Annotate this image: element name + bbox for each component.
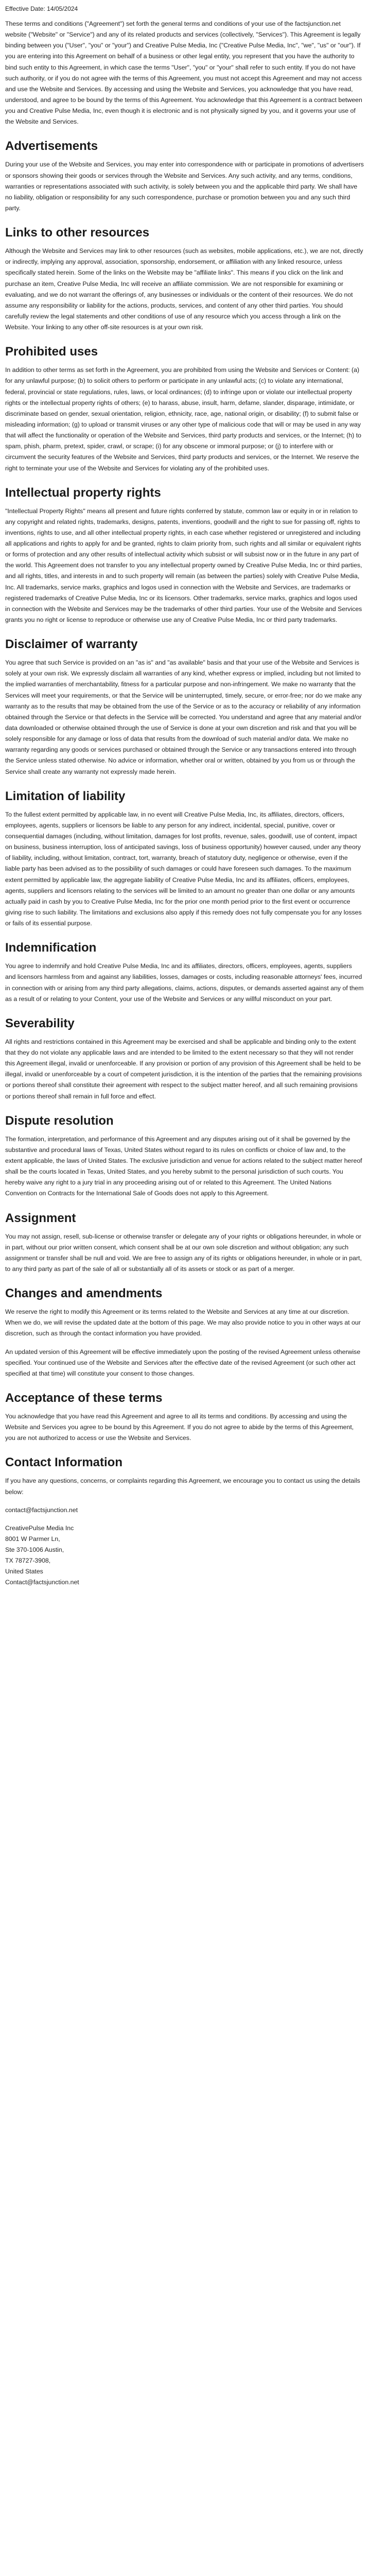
contact-address bbox=[5, 1523, 364, 1588]
section-indemnification bbox=[5, 940, 364, 1005]
address-line: 8001 W Parmer Ln, bbox=[5, 1535, 60, 1543]
section-heading: Assignment bbox=[5, 1211, 76, 1225]
contact-email-link[interactable]: contact@factsjunction.net bbox=[5, 1506, 78, 1514]
contact-paragraph: If you have any questions, concerns, or complaints regarding this Agreement, we encourage you to contact us using the details below: bbox=[5, 1477, 360, 1496]
section-paragraph: You acknowledge that you have read this Agreement and agree to all its terms and conditions. By accessing and using the Website and Services you agree to be bound by this Agreement. If you do not agree to abide by the terms of this Agreement, you are not authorized to access or use the Website and Services. bbox=[5, 1412, 354, 1442]
section-paragraph: Although the Website and Services may link to other resources (such as websites, mobile applications, etc.), we are not, directly or indirectly, implying any approval, association, sponsorship, endorsement, or affiliation with any linked resource, unless specifically stated herein. Some of the links on the Website may be "affiliate links". This means if you click on the link and purchase an item, Creative Pulse Media, Inc will receive an affiliate commission. We are not responsible for examining or evaluating, and we do not warrant the offerings of, any businesses or individuals or the content of their resources. We do not assume any responsibility or liability for the actions, products, services, and content of any other third parties. You should carefully review the legal statements and other conditions of use of any resource which you access through a link on the Website. Your linking to any other off-site resources is at your own risk. bbox=[5, 247, 363, 331]
section-paragraph: You may not assign, resell, sub-license or otherwise transfer or delegate any of your rights or obligations hereunder, in whole or in part, without our prior written consent, which consent shall be at our own sole discretion and without obligation; any such assignment or transfer shall be null and void. We are free to assign any of its rights or obligations hereunder, in whole or in part, to any third party as part of the sale of all or substantially all of its assets or stock or as part of a merger. bbox=[5, 1232, 362, 1273]
section-paragraph: The formation, interpretation, and performance of this Agreement and any disputes arising out of it shall be governed by the substantive and procedural laws of Texas, United States without regard to its rules on conflicts or choice of law and, to the extent applicable, the laws of United States. The exclusive jurisdiction and venue for actions related to the subject matter hereof shall be the courts located in Texas, United States, and you hereby submit to the personal jurisdiction of such courts. You hereby waive any right to a jury trial in any proceeding arising out of or related to this Agreement. The United Nations Convention on Contracts for the International Sale of Goods does not apply to this Agreement. bbox=[5, 1135, 362, 1197]
section-paragraph: During your use of the Website and Services, you may enter into correspondence with or participate in promotions of advertisers or sponsors showing their goods or services through the Website and Services. Any such activity, and any terms, conditions, warranties or representations associated with such activity, is solely between you and the applicable third party. We shall have no liability, obligation or responsibility for any such correspondence, purchase or promotion between you and any such third party. bbox=[5, 161, 364, 212]
address-line: United States bbox=[5, 1568, 43, 1575]
section-paragraph: An updated version of this Agreement will be effective immediately upon the posting of the revised Agreement unless otherwise specified. Your continued use of the Website and Services after the effective date of the revised Agreement (or such other act specified at that time) will constitute your consent to those changes. bbox=[5, 1348, 361, 1377]
address-line: TX 78727-3908, bbox=[5, 1557, 51, 1565]
section-heading: Changes and amendments bbox=[5, 1286, 163, 1301]
section-dispute-resolution bbox=[5, 1113, 364, 1199]
section-heading: Advertisements bbox=[5, 139, 98, 154]
section-severability bbox=[5, 1016, 364, 1102]
section-paragraph: All rights and restrictions contained in this Agreement may be exercised and shall be applicable and binding only to the extent that they do not violate any applicable laws and are intended to be limited to the extent necessary so that they will not render this Agreement illegal, invalid or unenforceable. If any provision or portion of any provision of this Agreement shall be held to be illegal, invalid or unenforceable by a court of competent jurisdiction, it is the intention of the parties that the remaining provisions or portions thereof shall constitute their agreement with respect to the subject matter hereof, and all such remaining provisions or portions thereof shall remain in full force and effect. bbox=[5, 1038, 362, 1100]
section-changes-and-amendments bbox=[5, 1286, 364, 1379]
section-heading: Dispute resolution bbox=[5, 1113, 114, 1128]
section-links-to-other-resources bbox=[5, 225, 364, 333]
address-line: Contact@factsjunction.net bbox=[5, 1579, 79, 1586]
section-acceptance-of-these-terms bbox=[5, 1391, 364, 1444]
section-paragraph: In addition to other terms as set forth in the Agreement, you are prohibited from using the Website and Services or Content: (a) for any unlawful purpose; (b) to solicit others to perform or participate in any unlawful acts; (c) to violate any international, federal, provincial or state regulations, rules, laws, or local ordinances; (d) to infringe upon or violate our intellectual property rights or the intellectual property rights of others; (e) to harass, abuse, insult, harm, defame, slander, disparage, intimidate, or discriminate based on gender, sexual orientation, religion, ethnicity, race, age, national origin, or disability; (f) to submit false or misleading information; (g) to upload or transmit viruses or any other type of malicious code that will or may be used in any way that will affect the functionality or operation of the Website and Services, third party products and services, or the Internet; (h) to spam, phish, pharm, pretext, spider, crawl, or scrape; (i) for any obscene or immoral purpose; or (j) to interfere with or circumvent the security features of the Website and Services, third party products and services, or the Internet. We reserve the right to terminate your use of the Website and Services for violating any of the prohibited uses. bbox=[5, 366, 361, 472]
section-limitation-of-liability bbox=[5, 789, 364, 929]
section-prohibited-uses bbox=[5, 344, 364, 473]
section-heading: Indemnification bbox=[5, 941, 97, 955]
section-heading: Links to other resources bbox=[5, 226, 150, 240]
terms-sections bbox=[5, 139, 364, 1444]
section-advertisements bbox=[5, 139, 364, 214]
section-paragraph: You agree to indemnify and hold Creative Pulse Media, Inc and its affiliates, directors, officers, employees, agents, suppliers and licensors harmless from and against any liabilities, losses, damages or costs, including reasonable attorneys' fees, incurred in connection with or arising from any third party allegations, claims, actions, disputes, or demands asserted against any of them as a result of or relating to your Content, your use of the Website and Services or any willful misconduct on your part. bbox=[5, 962, 364, 1003]
section-paragraph: "Intellectual Property Rights" means all present and future rights conferred by statute, common law or equity in or in relation to any copyright and related rights, trademarks, designs, patents, inventions, goodwill and the right to sue for passing off, rights to inventions, rights to use, and all other intellectual property rights, in each case whether registered or unregistered and including all applications and rights to apply for and be granted, rights to claim priority from, such rights and all similar or equivalent rights or forms of protection and any other results of intellectual activity which subsist or will subsist now or in the future in any part of the world. This Agreement does not transfer to you any intellectual property owned by Creative Pulse Media, Inc or third parties, and all rights, titles, and interests in and to such property will remain (as between the parties) solely with Creative Pulse Media, Inc. All trademarks, service marks, graphics and logos used in connection with the Website and Services, are trademarks or registered trademarks of Creative Pulse Media, Inc or its licensors. Other trademarks, service marks, graphics and logos used in connection with the Website and Services may be the trademarks of other third parties. Your use of the Website and Services grants you no right or license to reproduce or otherwise use any of Creative Pulse Media, Inc or third party trademarks. bbox=[5, 507, 362, 624]
address-line: CreativePulse Media Inc bbox=[5, 1524, 74, 1532]
section-assignment bbox=[5, 1211, 364, 1275]
address-line: Ste 370-1006 Austin, bbox=[5, 1546, 64, 1554]
section-paragraph: We reserve the right to modify this Agreement or its terms related to the Website and Services at any time at our discretion. When we do, we will revise the updated date at the bottom of this page. We may also provide notice to you in other ways at our discretion, such as through the contact information you have provided. bbox=[5, 1308, 361, 1337]
contact-email-paragraph bbox=[5, 1505, 364, 1516]
section-heading: Acceptance of these terms bbox=[5, 1391, 163, 1405]
section-heading: Limitation of liability bbox=[5, 789, 126, 803]
section-paragraph: To the fullest extent permitted by applicable law, in no event will Creative Pulse Media, Inc, its affiliates, directors, officers, employees, agents, suppliers or licensors be liable to any person for any indirect, incidental, special, punitive, cover or consequential damages (including, without limitation, damages for lost profits, revenue, sales, goodwill, use of content, impact on business, business interruption, loss of anticipated savings, loss of business opportunity) however caused, under any theory of liability, including, without limitation, contract, tort, warranty, breach of statutory duty, negligence or otherwise, even if the liable party has been advised as to the possibility of such damages or could have foreseen such damages. To the maximum extent permitted by applicable law, the aggregate liability of Creative Pulse Media, Inc and its affiliates, officers, employees, agents, suppliers and licensors relating to the services will be limited to an amount no greater than one dollar or any amounts actually paid in cash by you to Creative Pulse Media, Inc for the prior one month period prior to the first event or occurrence giving rise to such liability. The limitations and exclusions also apply if this remedy does not fully compensate you for any losses or fails of its essential purpose. bbox=[5, 810, 362, 927]
section-heading: Prohibited uses bbox=[5, 345, 98, 359]
section-heading: Disclaimer of warranty bbox=[5, 637, 138, 652]
intro-section bbox=[5, 19, 364, 127]
contact-section bbox=[5, 1455, 364, 1588]
contact-heading: Contact Information bbox=[5, 1455, 122, 1470]
intro-paragraph: These terms and conditions ("Agreement") set forth the general terms and conditions of your use of the factsjunction.net website ("Website" or "Service") and any of its related products and services (collectively, "Services"). This Agreement is legally binding between you ("User", "you" or "your") and Creative Pulse Media, Inc ("Creative Pulse Media, Inc", "we", "us" or "our"). If you are entering into this Agreement on behalf of a business or other legal entity, you represent that you have the authority to bind such entity to this Agreement, in which case the terms "User", "you" or "your" shall refer to such entity. If you do not have such authority, or if you do not agree with the terms of this Agreement, you must not accept this Agreement and may not access and use the Website and Services. By accessing and using the Website and Services, you acknowledge that you have read, understood, and agree to be bound by the terms of this Agreement. You acknowledge that this Agreement is a contract between you and Creative Pulse Media, Inc, even though it is electronic and is not physically signed by you, and it governs your use of the Website and Services. bbox=[5, 20, 362, 126]
section-disclaimer-of-warranty bbox=[5, 637, 364, 777]
section-intellectual-property-rights bbox=[5, 485, 364, 626]
effective-date: Effective Date: 14/05/2024 bbox=[5, 5, 78, 12]
section-heading: Severability bbox=[5, 1016, 75, 1030]
section-paragraph: You agree that such Service is provided on an "as is" and "as available" basis and that your use of the Website and Services is solely at your own risk. We expressly disclaim all warranties of any kind, whether express or implied, including but not limited to the implied warranties of merchantability, fitness for a particular purpose and non-infringement. We make no warranty that the Services will meet your requirements, or that the Service will be uninterrupted, timely, secure, or error-free; nor do we make any warranty as to the results that may be obtained from the use of the Service or as to the accuracy or reliability of any information obtained through the Service or that defects in the Service will be corrected. You understand and agree that any material and/or data downloaded or otherwise obtained through the use of Service is done at your own discretion and risk and that you will be solely responsible for any damage or loss of data that results from the download of such material and/or data. We make no warranty regarding any goods or services purchased or obtained through the Service or any transactions entered into through the Service unless stated otherwise. No advice or information, whether oral or written, obtained by you from us or through the Service shall create any warranty not expressly made herein. bbox=[5, 659, 362, 775]
section-heading: Intellectual property rights bbox=[5, 485, 161, 500]
